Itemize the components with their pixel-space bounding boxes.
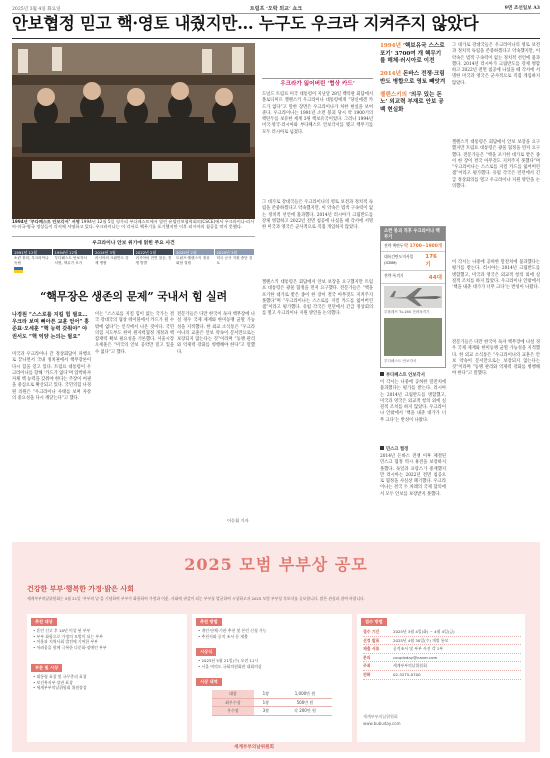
info-label: 선정 발표 (363, 637, 380, 643)
ad-col-heading: 추천 대상 (31, 618, 57, 626)
flag-row (12, 265, 255, 275)
info-row (363, 654, 521, 663)
timeline-year: 2025년 3월 (215, 249, 255, 255)
list-item: • 이웃과 지역사회 발전에 기여한 부부 (33, 639, 98, 645)
side-column-text-4: 전문가들은 다만 한국이 독자 핵무장에 나설 경우 국제 제재와 한미동맹 균열 가능성을 지적했다. 한 외교 소식통은 “우크라이나의 교훈은 안보 약속이 문서만으로는 보장되지 않는다는 것”이라며 “동맹 관리와 억제력 강화를 병행해야 한다”고 말했다. (452, 340, 540, 377)
header-section: 트럼프 ‘오락 외교’ 쇼크 (249, 6, 303, 12)
info-row (363, 628, 521, 637)
ad-column-3 (357, 614, 525, 742)
timeline-year: 2014년 3월 (93, 249, 133, 255)
timeline-texts (12, 256, 255, 265)
bomber-image (384, 286, 442, 308)
article-column-2: 이는 “스스로를 지킬 힘이 없는 국가는 결국 강대국의 협상 테이블에서 카드가 될 수밖에 없다”는 인식에서 나온 것이다. 국민의힘 지도부도 한미 원자력협정 개정과 핵잠재력 확보 필요성을 거론했다. 서울시장 오세훈은 “미국의 안보 공약만 믿고 있을 수 없다”고 했다. (95, 312, 174, 355)
ad-website[interactable]: www.bubuday.com (363, 721, 401, 726)
table-cell: 최우수상 (212, 698, 254, 707)
info-row (363, 645, 521, 654)
table-cell: 1,000만 원 (278, 690, 332, 698)
table-cell: 3쌍 (254, 707, 278, 716)
ad-subtitle: 건강한 부부·행복한 가정·밝은 사회 (27, 584, 134, 593)
timeline-graphic (12, 236, 255, 282)
list-item: • 대통령 표창 및 국무총리 표창 (33, 674, 87, 679)
info-row (363, 662, 521, 671)
bomber-caption: 투폴레프 Tu-160 전략폭격기 (384, 310, 430, 314)
ad-column-1 (27, 614, 187, 742)
timeline-event: 러시아의 전면 침공, 전쟁 발발 (135, 256, 172, 265)
ad-list (198, 628, 348, 639)
key-point: 1994년 ‘핵보유국 스스로 포기’ 3700여 개 핵무기를 해체·러시아로 이전 (380, 43, 445, 65)
table-cell: 1쌍 (254, 690, 278, 698)
caption-text: 1994년 12월 5일 헝가리 부다페스트에서 열린 유럽안보협력회의(CSCE)에서 우크라이나·러시아·미국·영국 정상들이 각서에 서명하고 있다. 우크라이나는 이 각서로 핵무기를 포기했지만 이후 러시아의 침공을 막지 못했다. (12, 219, 255, 230)
ad-col-heading: 추천 방법 (196, 618, 222, 626)
section-tag-budapest: 부다페스트 안보각서 (380, 372, 425, 378)
info-value: 2025년 4월 30일(수) 개별 통보 (393, 637, 449, 643)
list-item: • 세계부부의날위원회 위원장상 (33, 685, 87, 691)
list-item: • 서울 여의도 국회의원회관 대회의실 (198, 663, 262, 669)
soldiers-caption: 부다페스트 안보각서 (384, 359, 417, 363)
article-column-1: 미국과 우크라이나 간 정상회담이 파행으로 끝나면서 국내 정치권에서 핵무장론이 다시 힘을 얻고 있다. 트럼프 대통령이 우크라이나를 향해 ‘카드가 없다’며 압박하자 자체 핵 능력을 갖춰야 한다는 주장이 여권을 중심으로 확산되고 있다. 국민의힘 나경원 의원은 “우크라이나 사태를 보며 자강의 중요성을 다시 깨닫는다”고 했다. (12, 352, 91, 402)
timeline-year: 1994년 12월 (53, 249, 93, 255)
timeline-event: 트럼프·젤렌스키 정상회담 결렬 (176, 256, 210, 265)
timeline-event: 부다페스트 안보각서 서명, 핵무기 포기 (54, 256, 87, 265)
table-cell: 500만 원 (278, 698, 332, 707)
info-row (363, 637, 521, 646)
header-page: 9면 조선일보 A3 (504, 6, 540, 11)
ukraine-flag-icon (14, 267, 23, 273)
section-tag-minsk: 민스크 협정 (380, 446, 408, 452)
info-label: 주최 (363, 663, 371, 669)
header-date: 2025년 3월 4일 화요일 (12, 7, 61, 12)
timeline-title: 우크라이나 안보 위기에 얽힌 주요 사건 (92, 241, 175, 246)
ad-list (33, 628, 183, 650)
table-cell: 1쌍 (254, 698, 278, 707)
list-item: • 개인·단체·기관 추천 및 본인 신청 가능 (198, 628, 267, 633)
page-header (12, 3, 540, 14)
signing-photo (12, 43, 255, 219)
side-note-1: 이 각서는 나중에 공허한 말잔치에 불과했다는 평가를 받는다. 러시아는 2014년 크림반도를 병합했고, 미국과 영국은 외교적 항의 외에 실질적 조치를 하지 않았다. 우크라이나 안팎에서 ‘핵을 내준 대가가 너무 크다’는 반성이 나왔다. (380, 380, 446, 423)
ad-col-heading: 접수 방법 (361, 618, 387, 626)
ad-col-heading: 부문 및 시상 (31, 664, 62, 672)
key-points (380, 43, 446, 120)
timeline-year: 2022년 2월 (134, 249, 174, 255)
ad-title: 2025 모범 부부상 공모 (184, 555, 368, 574)
table-row (212, 707, 332, 716)
info-label: 제출 서류 (363, 646, 380, 652)
list-item: • 추천서와 공적 조서 등 제출 (198, 633, 248, 639)
caption-title: 1994년 ‘부다페스트 안보각서’ 서명 (12, 219, 80, 224)
list-item: • 어려움을 함께 극복한 다문화·장애인 부부 (33, 644, 107, 650)
info-value: 공적조서 및 부부 사진 각 1부 (393, 646, 443, 652)
table-cell: 대상 (212, 690, 254, 698)
infobox-row: 전략 폭격기 44대 (381, 271, 445, 284)
side-article-title: 우크라가 잃어버린 ‘협상 카드’ (262, 78, 373, 88)
timeline-year: 2025년 2월 (174, 249, 214, 255)
nuclear-infobox (380, 226, 446, 368)
ad-column-2 (192, 614, 352, 742)
timeline-event: 러시아의 크림반도 강제 병합 (95, 256, 129, 265)
table-cell: 우수상 (212, 707, 254, 716)
ad-list (198, 658, 348, 669)
side-article-body-3: 젤렌스키 대통령은 회담에서 안보 보장을 요구했지만 트럼프 대통령은 광물 협정을 먼저 요구했다. 전문가들은 “핵을 포기한 대가로 받은 종이 한 장이 결국 아무것도 지켜주지 못했다”며 “우크라이나는 스스로를 지킬 카드를 잃어버린 셈”이라고 평가했다. 유럽 각국은 런던에서 긴급 정상회의를 열고 우크라이나 지원 방안을 논의했다. (262, 280, 373, 317)
ad-col-heading: 시상 내역 (196, 678, 222, 686)
side-article-body-1: 도널드 트럼프 미국 대통령이 지난달 28일 백악관 회담에서 볼로디미르 젤렌스키 우크라이나 대통령에게 “당신에겐 카드가 없다”고 말한 장면은 우크라이나가 처한 현실을 보여준다. 우크라이나는 1991년 소련 붕괴 당시 약 1900기의 핵탄두를 보유한 세계 3위 핵보유국이었다. 그러나 1994년 미국·영국·러시아와 부다페스트 안보각서를 맺고 핵무기를 모두 러시아로 넘겼다. (262, 92, 373, 135)
soldiers-image (384, 318, 442, 356)
list-item: • 2025년 5월 21일(수) 오전 11시 (198, 658, 259, 663)
ad-info-list (363, 628, 521, 680)
info-label: 문의 (363, 654, 371, 660)
prize-table (212, 690, 332, 716)
side-article-body-2: 그 대가로 강대국들은 우크라이나의 영토 보전과 정치적 독립을 존중하겠다고 약속했지만, 이 약속은 법적 구속력이 없는 정치적 선언에 불과했다. 2014년 러시아가 크림반도를 강제 병합하고 2022년 전면 침공에 나섰을 때 각서에 서명한 미국과 영국은 군사적으로 직접 개입하지 않았다. (262, 200, 373, 231)
divider (12, 38, 540, 39)
list-item: • 혼인 신고 후 10년 이상 된 부부 (33, 628, 91, 633)
side-note-2: 2014년 돈바스 전쟁 이후 체결된 민스크 협정 역시 휴전을 보장하지 못했다. 독일과 프랑스가 중재했지만 러시아는 2022년 전면 침공으로 협정을 사실상 폐기했다. 우크라이나는 결국 두 차례의 국제 합의에서 모두 안보를 보장받지 못했다. (380, 454, 446, 497)
article-column-3: 전문가들은 다만 한국이 독자 핵무장에 나설 경우 국제 제재와 한미동맹 균열 가능성을 지적했다. 한 외교 소식통은 “우크라이나의 교훈은 안보 약속이 문서만으로는 보장되지 않는다는 것”이라며 “동맹 관리와 억제력 강화를 병행해야 한다”고 말했다. (177, 312, 255, 355)
timeline-event: 미국 군사 지원 중단 검토 (216, 256, 253, 265)
photo-caption (12, 219, 255, 230)
side-column-text-2: 젤렌스키 대통령은 회담에서 안보 보장을 요구했지만 트럼프 대통령은 광물 협정을 먼저 요구했다. 전문가들은 “핵을 포기한 대가로 받은 종이 한 장이 결국 아무것도 지켜주지 못했다”며 “우크라이나는 스스로를 지킬 카드를 잃어버린 셈”이라고 평가했다. 유럽 각국은 런던에서 긴급 정상회의를 열고 우크라이나 지원 방안을 논의했다. (452, 140, 540, 190)
infobox-title: 소련 붕괴 직후 우크라이나 핵무기 (381, 227, 445, 241)
subheadline: “핵무장은 생존의 문제” 국내서 힘 실려 (40, 290, 227, 303)
info-value: 02-3275-0700 (393, 671, 421, 677)
info-value: 세계부부의날위원회 (393, 663, 427, 669)
table-cell: 각 200만 원 (278, 707, 332, 716)
info-label: 접수 기간 (363, 629, 380, 634)
byline: 이동휘 기자 (227, 518, 249, 523)
main-headline: 안보협정 믿고 핵·영토 내줬지만… 누구도 우크라 지켜주지 않았다 (12, 14, 479, 33)
timeline-event: 소련 붕괴, 우크라이나 독립 (14, 256, 49, 265)
timeline-year: 1991년 12월 (12, 249, 52, 255)
timeline-years (12, 249, 255, 255)
table-row (212, 690, 332, 698)
list-item: • 보건복지부 장관 표창 (33, 679, 73, 685)
infobox-row: 대륙간탄도미사일(ICBM) 176기 (381, 252, 445, 271)
info-value: 2025년 3월 4일(화) ~ 4월 4일(금) (393, 629, 455, 634)
ad-description: 세계부부의날위원회는 5월 21일 ‘부부의 날’을 기념하여 부부가 화합하여 가정과 이웃, 사회에 귀감이 되는 부부를 발굴하여 시상하고자 2025 모범 부부상 후보자를 공모합니다. 많은 관심과 참여 바랍니다. (27, 596, 365, 601)
info-row (363, 671, 521, 680)
ad-col-heading: 시상식 (196, 648, 216, 656)
side-column-text-3: 이 각서는 나중에 공허한 말잔치에 불과했다는 평가를 받는다. 러시아는 2014년 크림반도를 병합했고, 미국과 영국은 외교적 항의 외에 실질적 조치를 하지 않았다. 우크라이나 안팎에서 ‘핵을 내준 대가가 너무 크다’는 반성이 나왔다. (452, 260, 540, 291)
key-point: 젤렌스키의 ‘의무 있는 돈노’ 외교력 부재로 안보 공백 현실화 (380, 91, 444, 113)
ad-logo: 세계부부의날위원회 (234, 745, 274, 750)
side-column-text: 그 대가로 강대국들은 우크라이나의 영토 보전과 정치적 독립을 존중하겠다고 약속했지만, 이 약속은 법적 구속력이 없는 정치적 선언에 불과했다. 2014년 러시아가 크림반도를 강제 병합하고 2022년 전면 침공에 나섰을 때 각서에 서명한 미국과 영국은 군사적으로 직접 개입하지 않았다. (452, 43, 540, 86)
ad-list (33, 674, 183, 691)
key-point: 2014년 돈바스 전쟁·크림반도 병합으로 영토 빼앗겨 (380, 71, 446, 85)
advertisement (12, 542, 540, 752)
ad-sponsor: 세계부부의날위원회 (363, 714, 398, 719)
infobox-row: 전략 핵탄두 약 1700~1900개 (381, 241, 445, 252)
info-value: coupleday@naver.com (393, 654, 438, 660)
list-item: • 부부 화합으로 가정의 모범이 되는 부부 (33, 633, 103, 639)
table-row (212, 698, 332, 707)
info-label: 전화 (363, 671, 371, 677)
lead-summary: 나경원 “스스로를 지킬 힘 필요…우크라 보며 뼈아픈 교훈 얻어” 홍준표·오세훈 “핵 능력 갖춰야” 야권서도 “핵 억양 논의는 필요” (12, 312, 90, 340)
